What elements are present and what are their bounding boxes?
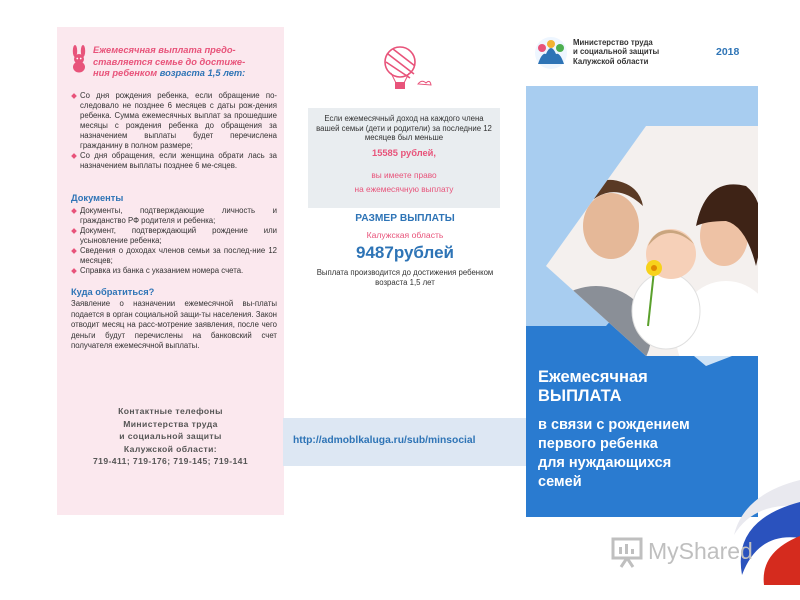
list-item: Со дня рождения ребенка, если обращение по-следовало не позднее 6 месяцев с даты рож-дения ребенка. Сумма ежемесячных выплат за прошедшие месяцы с рождения ребенка до обращения за назначением выплаты будет перечислена гражданину в полном размере; xyxy=(71,91,277,151)
income-amount: 15585 рублей, xyxy=(372,148,436,158)
list-item: Документ, подтверждающий рождение или усыновление ребенка; xyxy=(71,226,277,246)
contacts-block: Контактные телефоны Министерства труда и социальной защиты Калужской области: 719-411; 719-176; 719-145; 719-141 xyxy=(92,406,249,467)
payment-amount: 9487рублей xyxy=(356,243,454,262)
hot-air-balloon-icon xyxy=(380,44,432,92)
bunny-icon xyxy=(69,45,91,73)
intro-text: Ежемесячная выплата предо- ставляется семье до достиже- ния ребенком возраста 1,5 лет: xyxy=(93,45,246,78)
terms-list xyxy=(71,91,277,171)
income-info-box xyxy=(308,108,500,208)
list-item: Со дня обращения, если женщина обрати лась за назначением выплаты позднее 6 ме-сяцев. xyxy=(71,151,277,171)
watermark-text: MyShared xyxy=(648,538,753,564)
list-item: Документы, подтверждающие личность и гражданство РФ родителя и ребенка; xyxy=(71,206,277,226)
url-bar xyxy=(283,418,526,466)
cover-title: Ежемесячная ВЫПЛАТА xyxy=(538,368,648,405)
region-label: Калужская область xyxy=(366,230,444,240)
watermark xyxy=(608,535,788,571)
list-item: Сведения о доходах членов семьи за послед-ние 12 месяцев; xyxy=(71,246,277,266)
ministry-link[interactable]: http://admoblkaluga.ru/sub/minsocial xyxy=(293,435,476,446)
documents-list xyxy=(71,206,277,276)
ministry-name: Министерство труда и социальной защиты Калужской области xyxy=(573,38,660,66)
documents-title: Документы xyxy=(71,193,124,203)
payout-note: Выплата производится до достижения ребенком возраста 1,5 лет xyxy=(316,268,494,287)
list-item: Справка из банка с указанием номера счета. xyxy=(71,266,277,276)
entitlement-text: вы имеете право на ежемесячную выплату xyxy=(354,170,454,194)
left-panel xyxy=(57,27,284,515)
where-to-apply-title: Куда обратиться? xyxy=(71,287,155,297)
presentation-icon xyxy=(610,535,644,569)
year-label: 2018 xyxy=(716,46,740,58)
where-to-apply-text: Заявление о назначении ежемесячной вы-платы подается в орган социальной защи-ты населения. Закон отводит месяц на расс-мотрение заявления, после чего деньги будут перечислены на банковский счет получателя ежемесячной выплаты. xyxy=(71,299,277,351)
cover-panel xyxy=(526,26,758,517)
payment-size-title: РАЗМЕР ВЫПЛАТЫ xyxy=(355,213,455,224)
income-text: Если ежемесячный доход на каждого члена вашей семьи (дети и родители) за последние 12 месяцев был меньше xyxy=(316,114,492,143)
cover-subtitle: в связи с рождением первого ребенка для нуждающихся семей xyxy=(538,417,690,490)
